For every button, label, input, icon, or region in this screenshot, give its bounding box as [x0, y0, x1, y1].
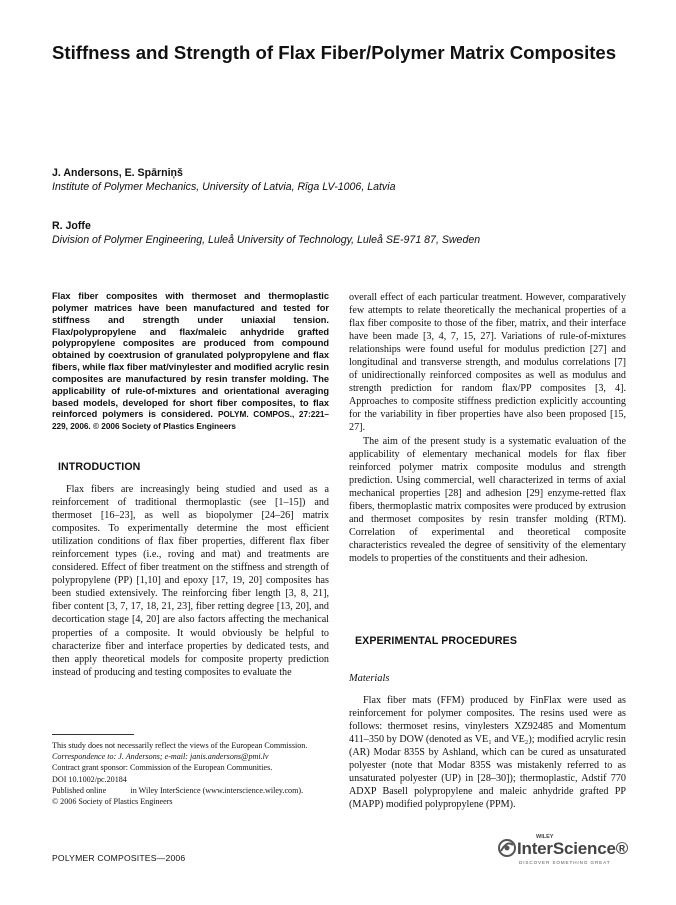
journal-footer: POLYMER COMPOSITES—2006: [52, 853, 186, 863]
footnote-published: Published online in Wiley InterScience (www.interscience.wiley.com).: [52, 785, 304, 795]
interscience-logo: [497, 833, 627, 869]
affiliation-2: Division of Polymer Engineering, Luleå University of Technology, Luleå SE-971 87, Sweden: [52, 234, 481, 246]
introduction-body: [52, 483, 329, 679]
abstract: [52, 291, 329, 433]
materials-body: [349, 694, 626, 811]
affiliation-1: Institute of Polymer Mechanics, University of Latvia, Rīga LV-1006, Latvia: [52, 181, 396, 193]
logo-wiley-text: WILEY: [536, 834, 554, 840]
introduction-paragraph: Flax fibers are increasingly being studied and used as a reinforcement of traditional thermoplastic (see [1–15]) and thermoset [16–23], as well as biopolymer [24–26] matrix composites. To experimentally determine the most efficient utilization conditions of flax fiber properties, different flax fiber reinforcement types (i.e., roving and mat) and treatments are considered. Effect of fiber treatment on the stiffness and strength of polypropylene (PP) [1,10] and epoxy [17, 19, 20] composites has been studied extensively. The reinforcing fiber length [3, 8, 21], fiber content [3, 7, 17, 18, 21, 23], fiber retting degree [13, 20], and decortication stage [4, 20] are also factors affecting the mechanical properties of a composite. It would obviously be helpful to characterize fiber and interface properties by dedicated tests, and then apply theoretical models for composite property prediction instead of producing and testing composites to evaluate the: [52, 484, 329, 678]
paper-title: Stiffness and Strength of Flax Fiber/Polymer Matrix Composites: [52, 42, 617, 63]
abstract-citation: POLYM. COMPOS., 27:221–229, 2006. © 2006 Society of Plastics Engineers: [52, 410, 329, 432]
authors-group-2: R. Joffe: [52, 220, 91, 232]
footnote-grant: Contract grant sponsor: Commission of the European Communities.: [52, 763, 273, 773]
materials-paragraph: Flax fiber mats (FFM) produced by FinFlax were used as reinforcement for polymer composites. The resins used were as follows: thermoset resins, vinylesters XZ92485 and Momentum 411–350 by DOW (denoted as VE₁ and VE₂); modified acrylic resin (AR) Modar 835S by Ashland, which can be cured as unsaturated polyester (note that Modar 835S was mistakenly referred to as unsaturated polyester (UP) in [28–30]); thermoplastic, Adstif 770 ADXP Basell polypropylene and maleic anhydride grafted PP (MAPP) modified polypropylene (PPM).: [349, 695, 626, 811]
interscience-swirl-icon: [497, 837, 517, 859]
experimental-heading: EXPERIMENTAL PROCEDURES: [355, 635, 518, 647]
footnotes: [52, 740, 329, 807]
authors-group-1: J. Andersons, E. Spārniņš: [52, 167, 183, 179]
logo-tagline-text: DISCOVER SOMETHING GREAT: [519, 860, 611, 865]
footnote-divider: [52, 734, 134, 735]
introduction-heading: INTRODUCTION: [58, 461, 141, 473]
right-paragraph-1: overall effect of each particular treatment. However, comparatively few attempts to relate theoretically the mechanical properties of a flax fiber composite to those of the fiber, matrix, and their interface have been made [3, 4, 7, 15, 27]. Variations of rule-of-mixtures relationships were found useful for modulus prediction [27] and longitudinal and transverse strength, and modulus correlations [7] of unidirectionally reinforced composites as well as modulus and strength prediction for random flax/PP composites [3, 4]. Approaches to composite stiffness prediction explicitly accounting for the variability in fiber properties have also been proposed [15, 27].: [349, 292, 626, 434]
footnote-correspondence: Correspondence to: J. Andersons; e-mail: janis.andersons@pmi.lv: [52, 752, 269, 762]
abstract-text: Flax fiber composites with thermoset and thermoplastic polymer matrices have been manufactured and tested for stiffness and strength under uniaxial tension. Flax/polypropylene and flax/maleic anhydride grafted polypropylene composites are produced from compound obtained by coextrusion of granulated polypropylene and flax fibers, while flax fiber mat/vinylester and modified acrylic resin composites are manufactured by resin transfer molding. The applicability of rule-of-mixtures and orientational averaging based models, developed for short fiber composites, to flax reinforced polymers is considered.: [52, 291, 329, 420]
footnote-copyright: © 2006 Society of Plastics Engineers: [52, 797, 173, 807]
footnote-doi: DOI 10.1002/pc.20184: [52, 774, 127, 784]
logo-name-text: InterScience®: [517, 839, 629, 858]
footnote-disclaimer: This study does not necessarily reflect the views of the European Commission.: [52, 741, 308, 750]
right-column-body: [349, 291, 626, 565]
materials-subheading: Materials: [349, 673, 390, 684]
right-paragraph-2: The aim of the present study is a systematic evaluation of the applicability of elementary mechanical models for flax fiber reinforced polymer matrix composite modulus and strength prediction. Using commercial, well characterized in terms of axial mechanical properties [28] and adhesion [29] enzyme-retted flax fibers, thermoplastic matrix composites were produced by extrusion and thermoset composites by resin transfer molding (RTM). Correlation of experimental and theoretical composite characteristics revealed the degree of sensitivity of the elementary models to properties of the constituents and their adhesion.: [349, 435, 626, 564]
